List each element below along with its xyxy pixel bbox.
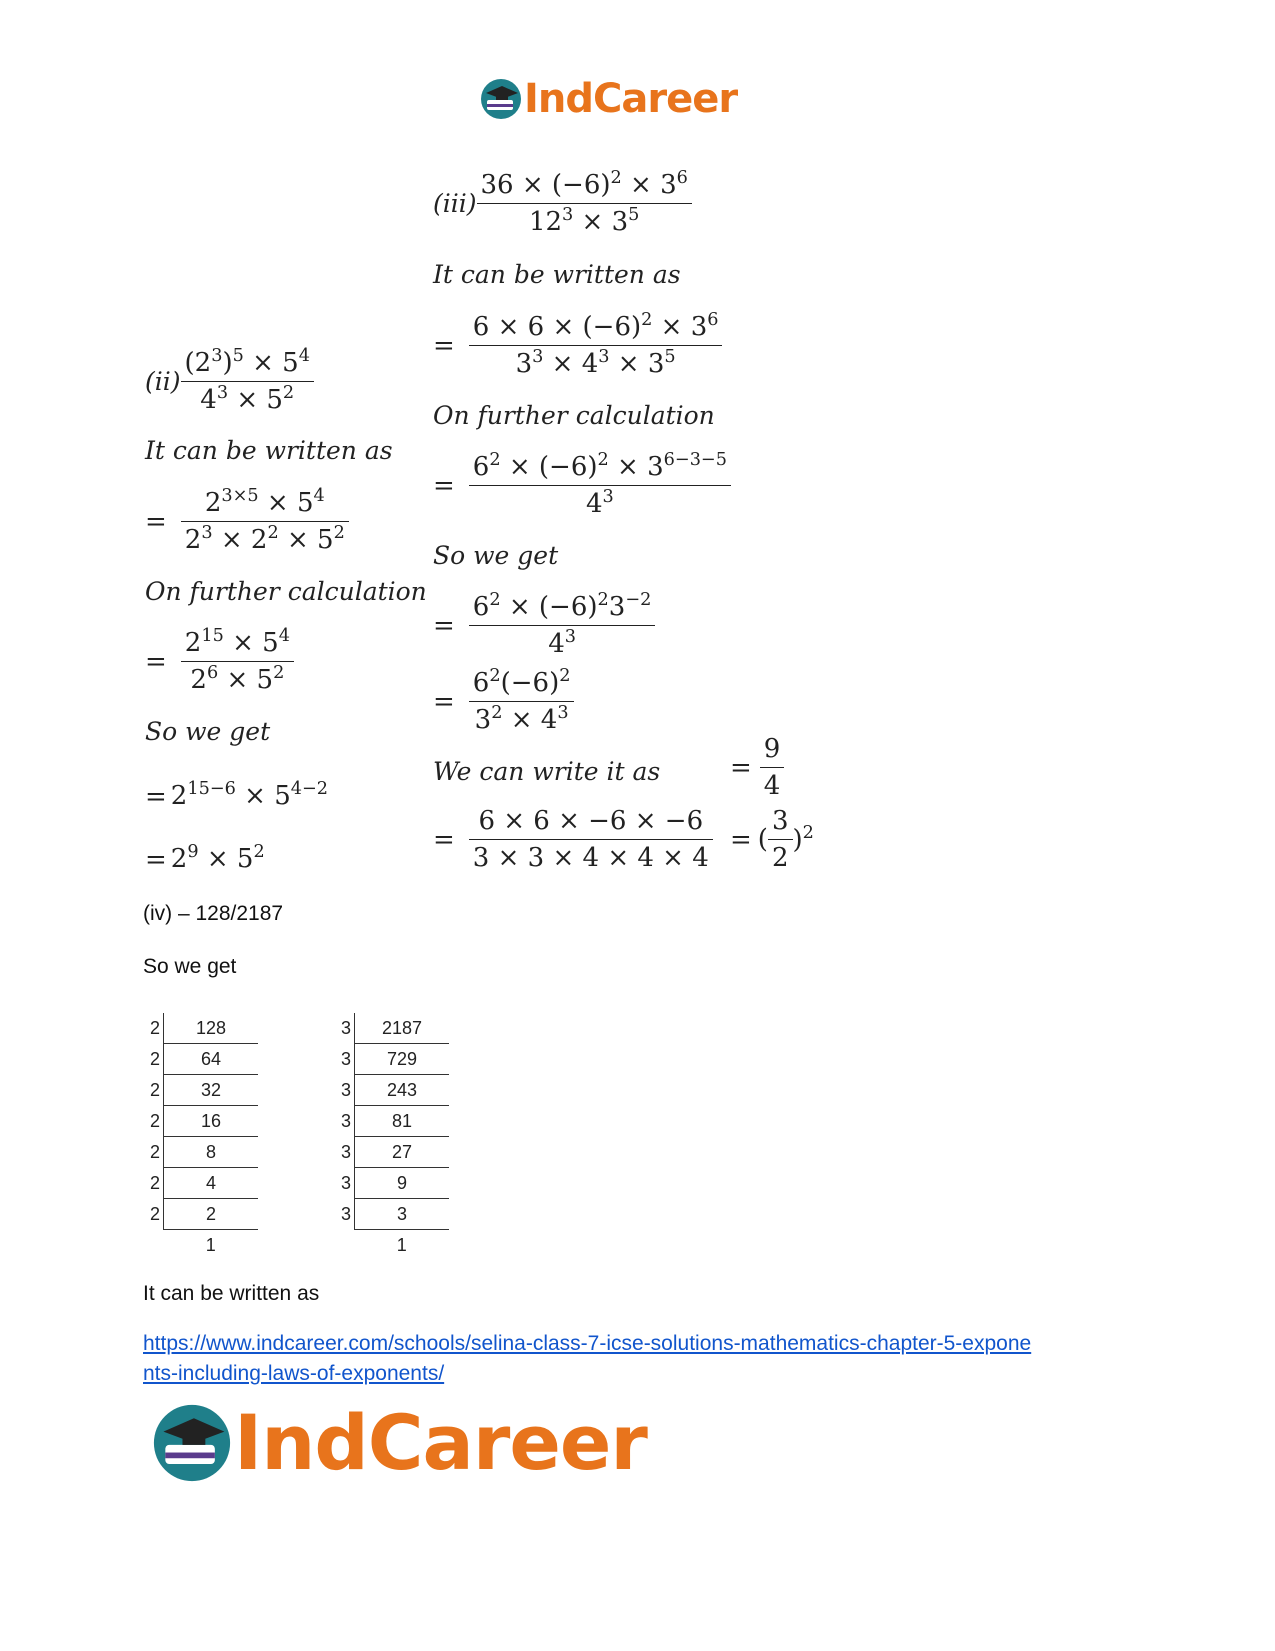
quotient-cell: 1 xyxy=(396,1234,407,1255)
divisor-cell: 2 xyxy=(144,1013,164,1044)
quotient-cell: 1 xyxy=(205,1234,216,1255)
part-iii-text-write: We can write it as xyxy=(433,757,661,786)
table-128-row xyxy=(144,1168,258,1199)
part-ii-step3: = $2^{15-6} \times 5^{4-2}$ xyxy=(145,779,329,812)
part-ii-question: (ii) $\frac{(2^3)^5 \times 5^4}{4^3 \times 5^2}$ xyxy=(145,350,314,413)
part-iii-result2: = ( $\frac{3}{2}$ )$^2$ xyxy=(730,806,814,873)
divisor-cell xyxy=(335,1230,355,1261)
divisor-cell: 3 xyxy=(335,1168,355,1199)
part-iv-so-we-get: So we get xyxy=(143,955,237,978)
divisor-cell: 2 xyxy=(144,1044,164,1075)
table-2187-row xyxy=(335,1013,449,1044)
divisor-cell: 3 xyxy=(335,1106,355,1137)
header-logo xyxy=(480,76,737,122)
part-iii-text-further: On further calculation xyxy=(433,401,715,430)
divisor-cell: 2 xyxy=(144,1137,164,1168)
divisor-cell: 2 xyxy=(144,1168,164,1199)
divisor-cell xyxy=(144,1230,164,1261)
part-iii-question: (iii) $\frac{36 \times (-6)^2 \times 3^6}{12^3 \times 3^5}$ xyxy=(433,172,692,235)
table-128-row xyxy=(144,1075,258,1106)
part-iii-step1: = $\frac{6 \times 6 \times (-6)^2 \times 3^6}{3^3 \times 4^3 \times 3^5}$ xyxy=(433,314,722,377)
quotient-cell: 729 xyxy=(355,1044,450,1075)
part-ii-step2: = $\frac{2^{15} \times 5^4}{2^6 \times 5^2}$ xyxy=(145,630,294,693)
header-logo-text: IndCareer xyxy=(524,76,738,122)
part-iii-label: (iii) xyxy=(433,189,477,218)
table-2187-row xyxy=(335,1137,449,1168)
part-iii-step5: = $\frac{6 \times 6 \times -6 \times -6}{3 \times 3 \times 4 \times 4 \times 4}$ xyxy=(433,808,713,871)
quotient-cell: 9 xyxy=(355,1168,450,1199)
quotient-cell: 8 xyxy=(164,1137,259,1168)
part-ii-step1: = $\frac{2^{3\times 5} \times 5^4}{2^3 \times 2^2 \times 5^2}$ xyxy=(145,490,349,553)
graduation-cap-book-icon xyxy=(480,78,522,120)
division-table-2187 xyxy=(335,1013,449,1260)
table-2187-row xyxy=(335,1168,449,1199)
division-table-128 xyxy=(144,1013,258,1260)
quotient-cell: 32 xyxy=(164,1075,259,1106)
table-2187-row xyxy=(335,1075,449,1106)
part-iii-step3: = $\frac{6^2 \times (-6)^23^{-2}}{4^3}$ xyxy=(433,594,655,657)
part-iii-text-written: It can be written as xyxy=(433,260,681,289)
part-ii-text-further: On further calculation xyxy=(145,577,427,606)
part-iii-step2: = $\frac{6^2 \times (-6)^2 \times 3^{6-3-5}}{4^3}$ xyxy=(433,454,731,517)
quotient-cell: 4 xyxy=(164,1168,259,1199)
table-2187-row xyxy=(335,1230,449,1261)
table-2187-row xyxy=(335,1106,449,1137)
footer-logo-text: IndCareer xyxy=(234,1398,647,1487)
part-iii-step4: = $\frac{6^2(-6)^2}{3^2 \times 4^3}$ xyxy=(433,670,574,733)
footer-logo xyxy=(152,1398,647,1487)
quotient-cell: 243 xyxy=(355,1075,450,1106)
table-2187-row xyxy=(335,1044,449,1075)
quotient-cell: 2187 xyxy=(355,1013,450,1044)
part-iv-written: It can be written as xyxy=(143,1282,320,1305)
part-ii-text-written: It can be written as xyxy=(145,436,393,465)
table-2187-row xyxy=(335,1199,449,1230)
part-iii-result1: = $\frac{9}{4}$ xyxy=(730,736,784,799)
quotient-cell: 16 xyxy=(164,1106,259,1137)
table-128-row xyxy=(144,1230,258,1261)
part-ii-step4: = $2^9 \times 5^2$ xyxy=(145,842,265,875)
quotient-cell: 128 xyxy=(164,1013,259,1044)
part-iv-heading: (iv) – 128/2187 xyxy=(143,902,284,925)
divisor-cell: 2 xyxy=(144,1075,164,1106)
table-128-row xyxy=(144,1106,258,1137)
divisor-cell: 3 xyxy=(335,1013,355,1044)
table-128-row xyxy=(144,1044,258,1075)
table-128-row xyxy=(144,1199,258,1230)
quotient-cell: 81 xyxy=(355,1106,450,1137)
divisor-cell: 3 xyxy=(335,1199,355,1230)
quotient-cell: 3 xyxy=(355,1199,450,1230)
divisor-cell: 3 xyxy=(335,1075,355,1106)
table-128-row xyxy=(144,1013,258,1044)
source-link[interactable]: https://www.indcareer.com/schools/selina-class-7-icse-solutions-mathematics-chapter-5-expone nts-including-laws-of-exponents/ xyxy=(143,1332,1032,1385)
part-iii-text-so: So we get xyxy=(433,541,559,570)
divisor-cell: 2 xyxy=(144,1199,164,1230)
graduation-cap-book-icon xyxy=(152,1403,232,1483)
part-ii-label: (ii) xyxy=(145,367,181,396)
divisor-cell: 2 xyxy=(144,1106,164,1137)
quotient-cell: 27 xyxy=(355,1137,450,1168)
quotient-cell: 2 xyxy=(164,1199,259,1230)
divisor-cell: 3 xyxy=(335,1044,355,1075)
divisor-cell: 3 xyxy=(335,1137,355,1168)
part-ii-text-so: So we get xyxy=(145,717,271,746)
table-128-row xyxy=(144,1137,258,1168)
quotient-cell: 64 xyxy=(164,1044,259,1075)
